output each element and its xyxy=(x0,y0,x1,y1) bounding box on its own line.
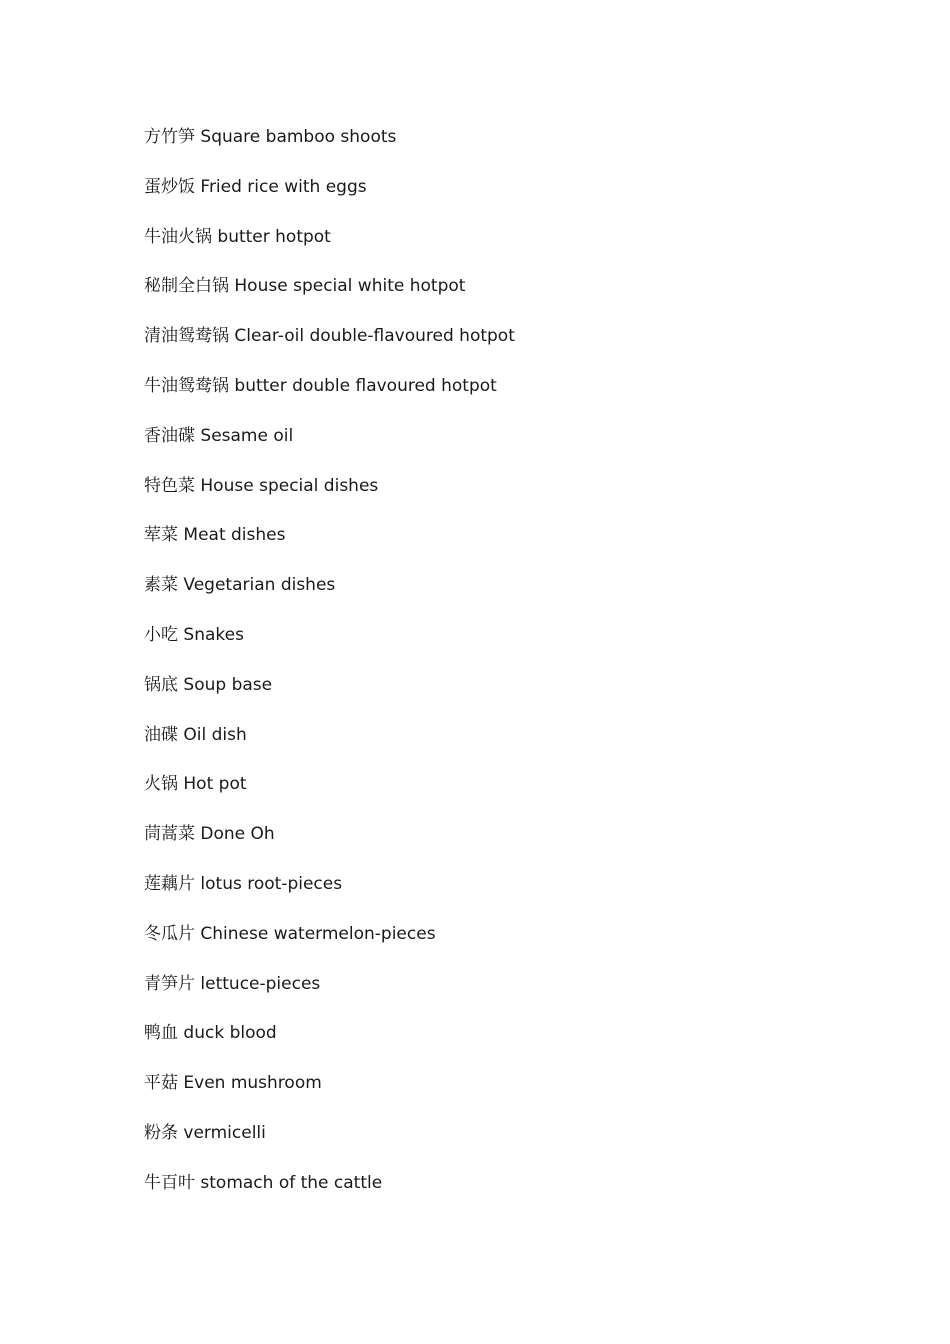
list-item: 方竹笋 Square bamboo shoots xyxy=(144,127,397,147)
menu-term-list xyxy=(144,124,515,1220)
list-item: 清油鸳鸯锅 Clear-oil double-flavoured hotpot xyxy=(144,326,515,347)
list-item: 蛋炒饭 Fried rice with eggs xyxy=(144,176,367,197)
list-item: 香油碟 Sesame oil xyxy=(144,425,294,446)
list-item: 荤菜 Meat dishes xyxy=(144,525,286,546)
list-item: 平菇 Even mushroom xyxy=(144,1073,322,1094)
list-item: 青笋片 lettuce-pieces xyxy=(144,973,321,994)
list-item: 油碟 Oil dish xyxy=(144,724,247,745)
list-item: 火锅 Hot pot xyxy=(144,774,247,795)
list-item: 莲藕片 lotus root-pieces xyxy=(144,873,343,894)
list-item: 素菜 Vegetarian dishes xyxy=(144,575,336,596)
list-item: 牛油火锅 butter hotpot xyxy=(144,226,331,247)
list-item: 冬瓜片 Chinese watermelon-pieces xyxy=(144,923,436,944)
list-item: 秘制全白锅 House special white hotpot xyxy=(144,276,466,297)
list-item: 特色菜 House special dishes xyxy=(144,475,379,496)
list-item: 粉条 vermicelli xyxy=(144,1122,266,1143)
list-item: 牛百叶 stomach of the cattle xyxy=(144,1172,383,1193)
list-item: 小吃 Snakes xyxy=(144,624,244,645)
list-item: 鸭血 duck blood xyxy=(144,1023,277,1044)
list-item: 茼蒿菜 Done Oh xyxy=(144,824,275,845)
list-item: 牛油鸳鸯锅 butter double flavoured hotpot xyxy=(144,375,497,396)
list-item: 锅底 Soup base xyxy=(144,674,273,695)
